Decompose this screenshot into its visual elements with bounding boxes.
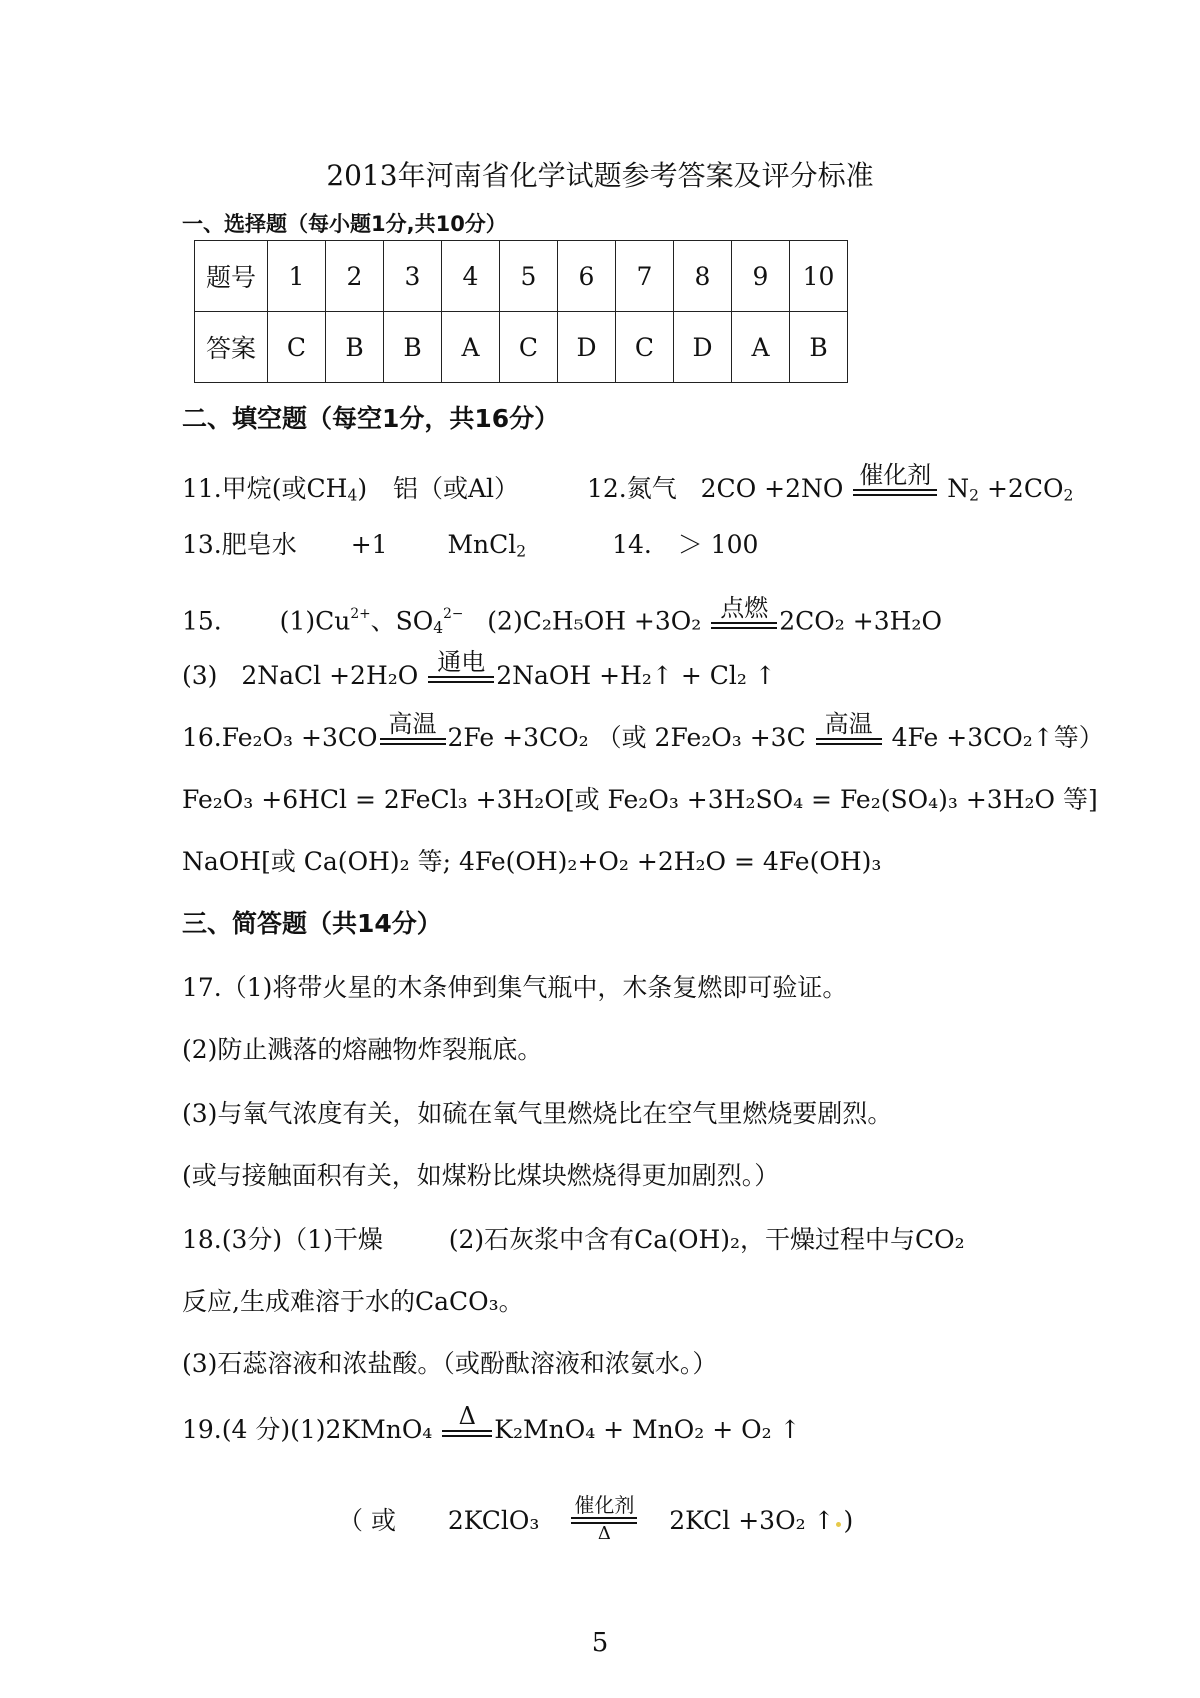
q11-answer-b: 铝（或Al）	[393, 474, 520, 503]
q12-equation-left: 2CO +2NO	[700, 474, 844, 503]
table-cell: 5	[500, 241, 558, 312]
q11-answer-a-end: )	[357, 474, 368, 503]
answer-line-11-12	[182, 461, 1074, 511]
q15-part2-equation: C₂H₅OH +3O₂	[522, 606, 702, 636]
table-cell: C	[616, 312, 674, 383]
q18-part2: (2)石灰浆中含有Ca(OH)₂，干燥过程中与CO₂	[448, 1225, 965, 1254]
q12-answer-a: 氮气	[626, 474, 677, 503]
answer-line-18-1	[182, 1224, 965, 1256]
table-cell: B	[326, 312, 384, 383]
q15-part1-sup2: 2−	[443, 606, 464, 622]
reaction-condition: 高温	[378, 711, 448, 745]
table-cell: A	[732, 312, 790, 383]
q18-part1: 18.(3分)（1)干燥	[182, 1225, 383, 1254]
table-cell: 3	[384, 241, 442, 312]
q11-label: 11.	[182, 474, 222, 503]
mark-dot	[836, 1522, 841, 1527]
q15-part3-products: 2NaOH +H₂↑ + Cl₂ ↑	[496, 661, 776, 690]
table-header-cell: 答案	[195, 312, 268, 383]
document-title: 2013年河南省化学试题参考答案及评分标准	[326, 159, 874, 192]
section1-heading: 一、选择题（每小题1分,共10分）	[182, 212, 507, 236]
table-cell: A	[442, 312, 500, 383]
q14-answer: ＞ 100	[677, 530, 759, 559]
reaction-condition: 通电	[426, 649, 496, 683]
q19-products: K₂MnO₄ + MnO₂ + O₂ ↑	[494, 1415, 801, 1444]
answer-line-16-3: NaOH[或 Ca(OH)₂ 等; 4Fe(OH)₂+O₂ +2H₂O = 4Fe(OH)₃	[182, 847, 882, 876]
answer-line-13-14	[182, 529, 758, 567]
reaction-condition: Δ	[440, 1403, 494, 1437]
answer-line-17-1: 17.（1)将带火星的木条伸到集气瓶中，木条复燃即可验证。	[182, 973, 848, 1002]
q13-answer-c-sub: 2	[516, 542, 527, 561]
table-cell: 10	[790, 241, 848, 312]
q12-product-2-sub: 2	[1063, 486, 1074, 505]
q14-label: 14.	[612, 530, 652, 559]
reaction-condition: 催化剂 Δ	[569, 1494, 639, 1544]
answer-line-17-3: (3)与氧气浓度有关，如硫在氧气里燃烧比在空气里燃烧要剧烈。	[182, 1099, 893, 1128]
table-cell: C	[500, 312, 558, 383]
q16-label: 16.	[182, 723, 222, 752]
table-header-cell: 题号	[195, 241, 268, 312]
q13-label: 13.	[182, 530, 222, 559]
q13-answer-c: MnCl	[447, 530, 517, 559]
section3-heading: 三、简答题（共14分）	[182, 909, 442, 938]
table-row-numbers	[195, 241, 848, 312]
q19-label: 19.(4 分)(1)	[182, 1415, 326, 1444]
answer-line-16	[182, 710, 1104, 759]
table-cell: 8	[674, 241, 732, 312]
table-cell: 7	[616, 241, 674, 312]
page-number: 5	[591, 1628, 609, 1658]
answer-line-19	[182, 1402, 801, 1451]
q16-products-2: 4Fe +3CO₂↑等）	[891, 723, 1104, 752]
q15-label: 15.	[182, 606, 222, 636]
q13-answer-a: 肥皂水	[221, 530, 297, 559]
answer-line-15-3	[182, 648, 776, 697]
table-cell: B	[790, 312, 848, 383]
q15-part1: (1)Cu	[279, 606, 351, 636]
q15-part2-products: 2CO₂ +3H₂O	[779, 606, 942, 636]
q16-products-1: 2Fe +3CO₂	[447, 723, 589, 752]
q15-part1-sup: 2+	[350, 606, 371, 622]
answer-line-17-2: (2)防止溅落的熔融物炸裂瓶底。	[182, 1035, 543, 1064]
q15-part1-mid: 、SO	[370, 606, 434, 636]
reaction-condition: 点燃	[709, 595, 779, 629]
answer-line-18-2: 反应,生成难溶于水的CaCO₃。	[182, 1287, 524, 1316]
q12-product-1: N	[947, 474, 970, 503]
reaction-condition: 催化剂	[851, 462, 939, 496]
q15-part3-label: (3)	[182, 661, 218, 690]
answer-line-19-alt	[338, 1484, 854, 1544]
q16-equation-1: Fe₂O₃ +3CO	[221, 723, 378, 752]
q11-answer-a: 甲烷(或CH	[221, 474, 348, 503]
table-cell: D	[558, 312, 616, 383]
q12-label: 12.	[586, 474, 627, 503]
answer-line-18-3: (3)石蕊溶液和浓盐酸。（或酚酞溶液和浓氨水。）	[182, 1349, 718, 1378]
table-cell: 2	[326, 241, 384, 312]
answer-line-17-4: (或与接触面积有关，如煤粉比煤块燃烧得更加剧烈。）	[182, 1161, 780, 1190]
q19-alt-products: 2KCl +3O₂ ↑	[669, 1506, 835, 1535]
q19-equation: 2KMnO₄	[325, 1415, 433, 1444]
q15-part2-label: (2)	[487, 606, 523, 636]
q15-part3-equation: 2NaCl +2H₂O	[241, 661, 419, 690]
answer-line-16-2: Fe₂O₃ +6HCl = 2FeCl₃ +3H₂O[或 Fe₂O₃ +3H₂SO₄ = Fe₂(SO₄)₃ +3H₂O 等]	[182, 785, 1098, 814]
table-cell: D	[674, 312, 732, 383]
reaction-condition: 高温	[814, 711, 884, 745]
table-row-answers	[195, 312, 848, 383]
q19-alt-open: （ 或	[338, 1506, 396, 1535]
q13-answer-b: +1	[350, 530, 388, 559]
q16-alternative: （或 2Fe₂O₃ +3C	[596, 723, 806, 752]
q15-part1-sub: 4	[433, 619, 444, 638]
q12-product-1-sub: 2	[969, 486, 980, 505]
table-cell: 1	[268, 241, 326, 312]
q19-alt-equation: 2KClO₃	[447, 1506, 540, 1535]
table-cell: 9	[732, 241, 790, 312]
table-cell: C	[268, 312, 326, 383]
q11-answer-a-sub: 4	[347, 486, 358, 505]
table-cell: 4	[442, 241, 500, 312]
section2-heading: 二、填空题（每空1分，共16分）	[182, 404, 560, 433]
q12-product-2: +2CO	[986, 474, 1064, 503]
table-cell: 6	[558, 241, 616, 312]
q19-alt-close: )	[843, 1506, 854, 1535]
answer-line-15	[182, 593, 942, 644]
answer-table	[194, 240, 848, 383]
table-cell: B	[384, 312, 442, 383]
